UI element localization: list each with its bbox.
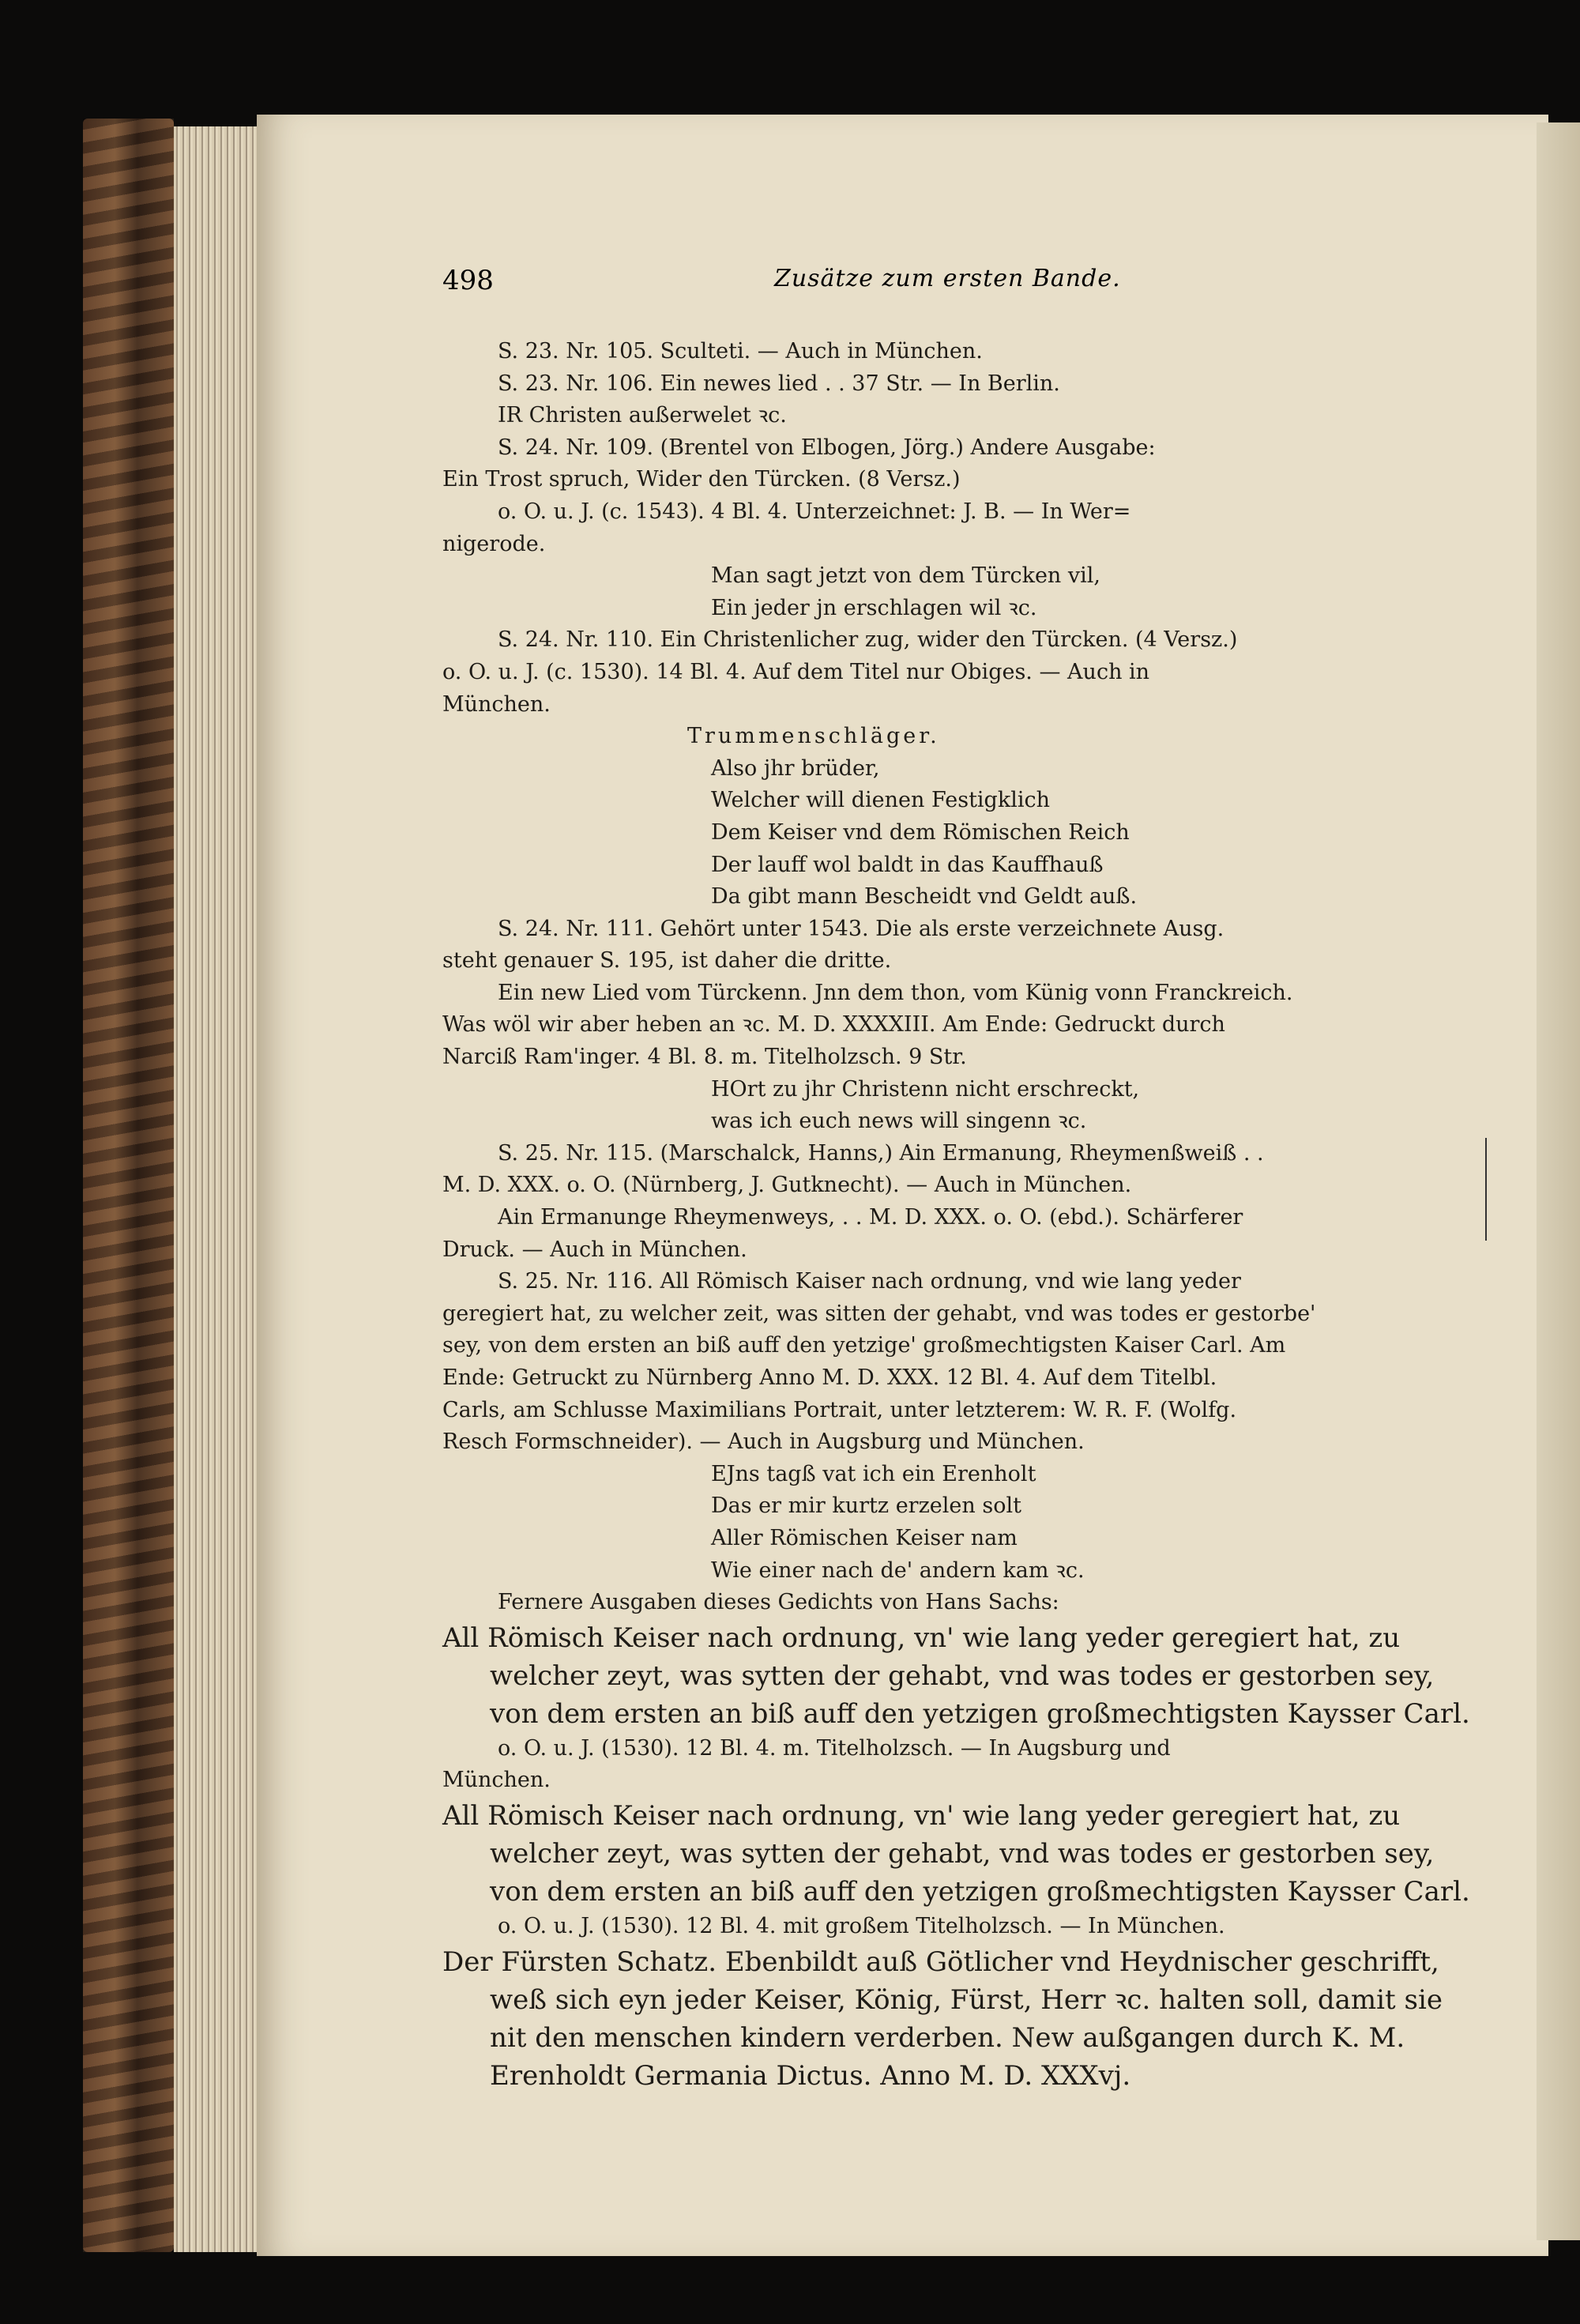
margin-mark bbox=[1485, 1138, 1487, 1241]
text-line: Ein Trost spruch, Wider den Türcken. (8 Versz.) bbox=[442, 467, 961, 492]
text-line: Narciß Ram'inger. 4 Bl. 8. m. Titelholzsch. 9 Str. bbox=[442, 1045, 967, 1070]
text-line: Ain Ermanunge Rheymenweys, . . M. D. XXX. o. O. (ebd.). Schärferer bbox=[498, 1205, 1243, 1230]
running-head: Zusätze zum ersten Bande. bbox=[774, 265, 1121, 292]
text-line: Resch Formschneider). — Auch in Augsburg und München. bbox=[442, 1429, 1085, 1455]
text-line: S. 24. Nr. 109. (Brentel von Elbogen, Jörg.) Andere Ausgabe: bbox=[498, 435, 1156, 460]
text-line: Der Fürsten Schatz. Ebenbildt auß Götlicher vnd Heydnischer geschrifft, bbox=[442, 1945, 1439, 1978]
text-line: Ein jeder jn erschlagen wil ꝛc. bbox=[711, 595, 1037, 620]
page-body-text bbox=[442, 336, 1470, 2095]
text-line: von dem ersten an biß auff den yetzigen großmechtigsten Kaysser Carl. bbox=[490, 1875, 1470, 1908]
text-line: sey, von dem ersten an biß auff den yetzige' großmechtigsten Kaiser Carl. Am bbox=[442, 1333, 1286, 1358]
text-line: Aller Römischen Keiser nam bbox=[711, 1525, 1018, 1550]
text-line: nit den menschen kindern verderben. New außgangen durch K. M. bbox=[490, 2021, 1405, 2054]
book-cover-marbled bbox=[83, 119, 174, 2252]
text-line: Ende: Getruckt zu Nürnberg Anno M. D. XXX. 12 Bl. 4. Auf dem Titelbl. bbox=[442, 1365, 1217, 1390]
page-edges bbox=[174, 126, 261, 2252]
text-line: nigerode. bbox=[442, 531, 546, 556]
text-line: welcher zeyt, was sytten der gehabt, vnd was todes er gestorben sey, bbox=[490, 1837, 1435, 1870]
text-line: S. 23. Nr. 106. Ein newes lied . . 37 Str. — In Berlin. bbox=[498, 371, 1060, 396]
text-line: S. 24. Nr. 111. Gehört unter 1543. Die als erste verzeichnete Ausg. bbox=[498, 916, 1224, 941]
text-line: HOrt zu jhr Christenn nicht erschreckt, bbox=[711, 1076, 1140, 1102]
text-line: o. O. u. J. (c. 1543). 4 Bl. 4. Unterzeichnet: J. B. — In Wer= bbox=[498, 499, 1131, 524]
text-line: S. 23. Nr. 105. Sculteti. — Auch in München. bbox=[498, 339, 983, 363]
text-line: Druck. — Auch in München. bbox=[442, 1237, 747, 1262]
text-line: Also jhr brüder, bbox=[711, 755, 880, 781]
text-line: geregiert hat, zu welcher zeit, was sitten der gehabt, vnd was todes er gestorbe' bbox=[442, 1301, 1316, 1326]
text-line: Der lauff wol baldt in das Kauffhauß bbox=[711, 852, 1104, 877]
text-line: S. 24. Nr. 110. Ein Christenlicher zug, wider den Türcken. (4 Versz.) bbox=[498, 627, 1238, 653]
text-line: S. 25. Nr. 116. All Römisch Kaiser nach ordnung, vnd wie lang yeder bbox=[498, 1269, 1241, 1294]
page-number: 498 bbox=[442, 265, 494, 296]
text-line: welcher zeyt, was sytten der gehabt, vnd was todes er gestorben sey, bbox=[490, 1659, 1435, 1692]
text-line: Fernere Ausgaben dieses Gedichts von Hans Sachs: bbox=[498, 1590, 1059, 1615]
text-line: o. O. u. J. (c. 1530). 14 Bl. 4. Auf dem Titel nur Obiges. — Auch in bbox=[442, 659, 1150, 684]
text-line: von dem ersten an biß auff den yetzigen großmechtigsten Kaysser Carl. bbox=[490, 1697, 1470, 1730]
text-line: weß sich eyn jeder Keiser, König, Fürst, Herr ꝛc. halten soll, damit sie bbox=[490, 1983, 1443, 2016]
text-line: M. D. XXX. o. O. (Nürnberg, J. Gutknecht). — Auch in München. bbox=[442, 1173, 1132, 1198]
facing-page-edge bbox=[1537, 122, 1580, 2240]
text-line: EJns tagß vat ich ein Erenholt bbox=[711, 1461, 1036, 1486]
text-line: Ein new Lied vom Türckenn. Jnn dem thon, vom Künig vonn Franckreich. bbox=[498, 980, 1293, 1005]
text-line: Dem Keiser vnd dem Römischen Reich bbox=[711, 819, 1130, 845]
text-line: All Römisch Keiser nach ordnung, vn' wie lang yeder geregiert hat, zu bbox=[442, 1799, 1401, 1832]
text-line: o. O. u. J. (1530). 12 Bl. 4. mit großem Titelholzsch. — In München. bbox=[498, 1913, 1225, 1938]
text-line: Trummenschläger. bbox=[687, 724, 940, 749]
text-line: Erenholdt Germania Dictus. Anno M. D. XXXvj. bbox=[490, 2059, 1131, 2092]
text-line: S. 25. Nr. 115. (Marschalck, Hanns,) Ain Ermanung, Rheymenßweiß . . bbox=[498, 1140, 1264, 1166]
text-line: Das er mir kurtz erzelen solt bbox=[711, 1493, 1021, 1519]
text-line: was ich euch news will singenn ꝛc. bbox=[711, 1109, 1087, 1134]
text-line: München. bbox=[442, 691, 551, 717]
text-line: Carls, am Schlusse Maximilians Portrait, unter letzterem: W. R. F. (Wolfg. bbox=[442, 1397, 1237, 1422]
text-line: Wie einer nach de' andern kam ꝛc. bbox=[711, 1557, 1085, 1583]
text-line: Was wöl wir aber heben an ꝛc. M. D. XXXXIII. Am Ende: Gedruckt durch bbox=[442, 1012, 1225, 1038]
text-line: IR Christen außerwelet ꝛc. bbox=[498, 403, 787, 428]
page-header bbox=[442, 265, 1462, 300]
text-line: München. bbox=[442, 1768, 551, 1793]
text-line: Da gibt mann Bescheidt vnd Geldt auß. bbox=[711, 884, 1138, 910]
text-line: Welcher will dienen Festigklich bbox=[711, 788, 1050, 813]
text-line: steht genauer S. 195, ist daher die dritte. bbox=[442, 948, 892, 974]
text-line: All Römisch Keiser nach ordnung, vn' wie lang yeder geregiert hat, zu bbox=[442, 1622, 1401, 1654]
text-line: o. O. u. J. (1530). 12 Bl. 4. m. Titelholzsch. — In Augsburg und bbox=[498, 1735, 1171, 1761]
text-line: Man sagt jetzt von dem Türcken vil, bbox=[711, 563, 1101, 589]
